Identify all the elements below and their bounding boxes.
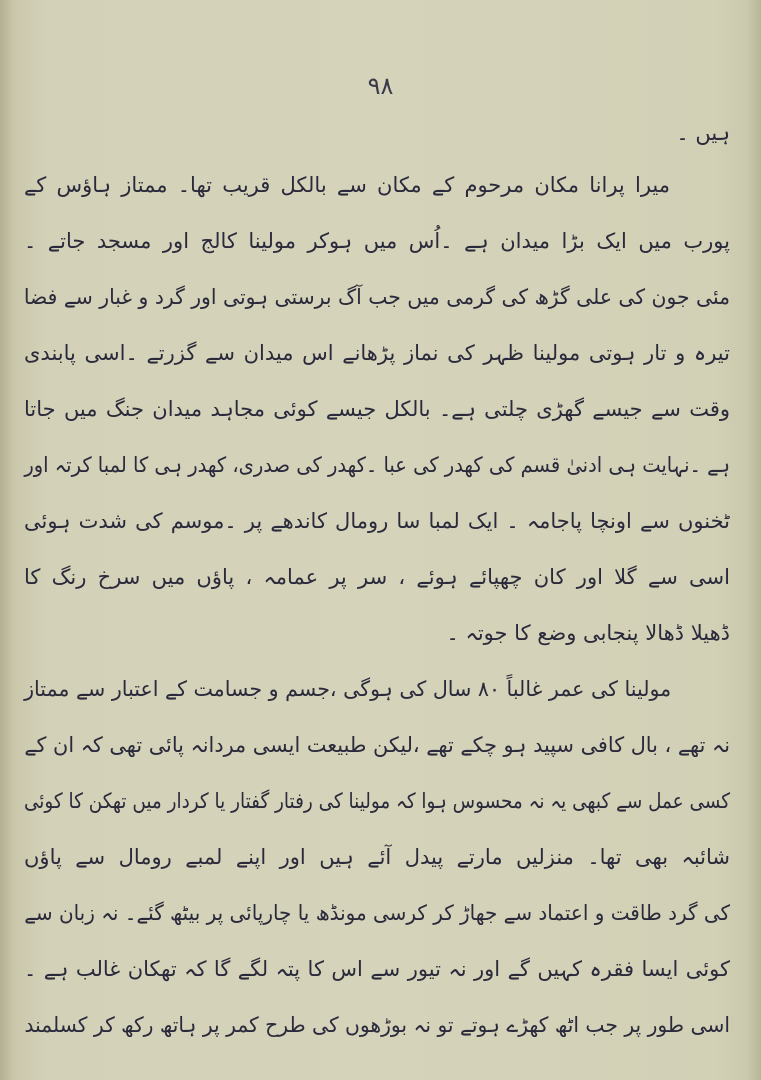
right-edge-shadow <box>747 0 761 1080</box>
text-line: اسی طور پر جب اٹھ کھڑے ہوتے تو نہ بوڑھوں کی طرح کمر پر ہاتھ رکھ کر کسلمند <box>24 1013 731 1037</box>
text-line: نہ تھے ، بال کافی سپید ہو چکے تھے ،لیکن طبیعت ایسی مردانہ پائی تھی کہ ان کے <box>24 733 731 757</box>
text-line: میرا پرانا مکان مرحوم کے مکان سے بالکل قریب تھا۔ ممتاز ہاؤس کے <box>24 173 670 197</box>
text-line: ہے ۔نہایت ہی ادنیٰ قسم کی کھدر کی عبا ۔کھدر کی صدری، کھدر ہی کا لمبا کرتہ اور <box>24 453 731 477</box>
text-line: اسی سے گلا اور کان چھپائے ہوئے ، سر پر عمامہ ، پاؤں میں سرخ رنگ کا <box>24 565 730 589</box>
text-line: کوئی ایسا فقرہ کہیں گے اور نہ تیور سے اس کا پتہ لگے گا کہ تھکان غالب ہے ۔ <box>24 957 730 981</box>
page-number: ۹۸ <box>367 72 394 100</box>
left-edge-shadow <box>0 0 14 1080</box>
text-line: مئی جون کی علی گڑھ کی گرمی میں جب آگ برستی ہوتی اور گرد و غبار سے فضا <box>23 285 730 309</box>
text-line: ہیں ۔ <box>676 121 730 145</box>
text-line: پورب میں ایک بڑا میدان ہے ۔اُس میں ہوکر مولینا کالج اور مسجد جاتے ۔ <box>24 229 730 253</box>
text-line: مولینا کی عمر غالباً ۸۰ سال کی ہوگی ،جسم و جسامت کے اعتبار سے ممتاز <box>24 677 672 701</box>
text-line: ٹخنوں سے اونچا پاجامہ ۔ ایک لمبا سا رومال کاندھے پر ۔موسم کی شدت ہوئی <box>24 509 730 533</box>
text-line: تیرہ و تار ہوتی مولینا ظہر کی نماز پڑھانے اس میدان سے گزرتے ۔اسی پابندی <box>24 341 730 365</box>
text-line: کی گرد طاقت و اعتماد سے جھاڑ کر کرسی مونڈھ یا چارپائی پر بیٹھ گئے۔ نہ زبان سے <box>24 901 731 925</box>
text-line: ڈھیلا ڈھالا پنجابی وضع کا جوتہ ۔ <box>446 621 730 645</box>
text-line: شائبہ بھی تھا۔ منزلیں مارتے پیدل آئے ہیں اور اپنے لمبے رومال سے پاؤں <box>24 845 730 869</box>
text-line: وقت سے جیسے گھڑی چلتی ہے۔ بالکل جیسے کوئی مجاہد میدان جنگ میں جاتا <box>24 397 730 421</box>
text-line: کسی عمل سے کبھی یہ نہ محسوس ہوا کہ مولینا کی رفتار گفتار یا کردار میں تھکن کا کوئی <box>23 789 730 813</box>
